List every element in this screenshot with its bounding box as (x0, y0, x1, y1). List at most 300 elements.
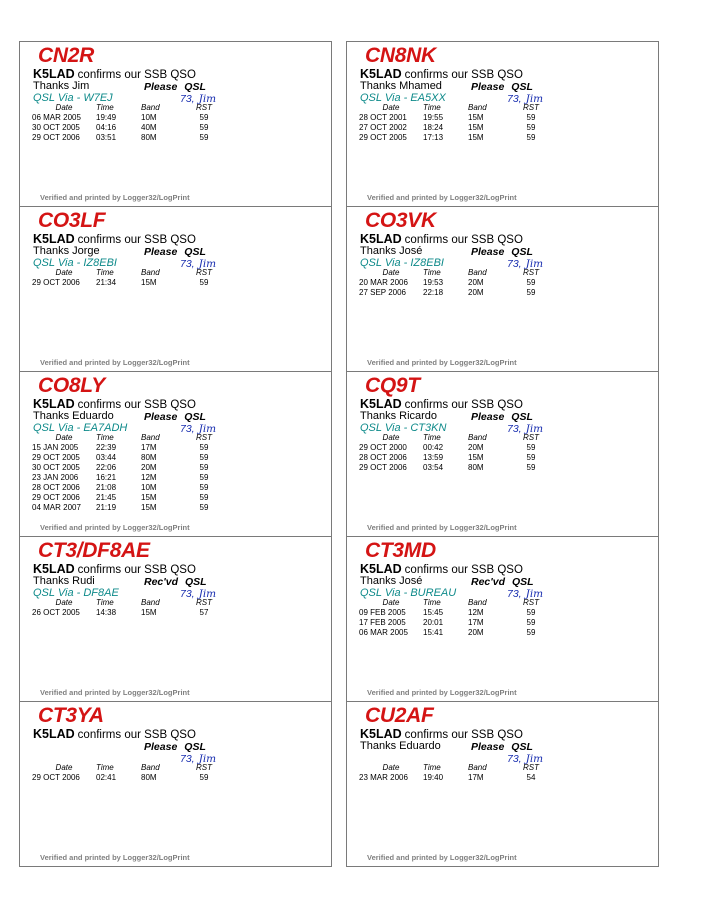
callsign: CO3VK (365, 209, 436, 232)
thanks-line: Thanks Eduardo (360, 740, 441, 752)
confirmation-line (360, 232, 523, 246)
qso-table (359, 104, 550, 143)
qsl-via: QSL Via - EA5XX (360, 92, 446, 104)
confirm-text: confirms our SSB QSO (77, 69, 196, 81)
card-footer: Verified and printed by Logger32/LogPrint (367, 853, 517, 862)
qso-rst: 59 (199, 472, 209, 482)
qsl-card-cn8nk (346, 41, 659, 207)
qsl-request-word: Please (471, 246, 505, 258)
qso-rst: 59 (199, 112, 209, 122)
col-rst-header: RST (523, 268, 539, 277)
col-date-header: Date (55, 598, 73, 607)
qso-table (359, 599, 550, 638)
signoff-prefix: 73, (180, 93, 195, 105)
qso-rst: 59 (199, 492, 209, 502)
qso-band: 80M (141, 772, 157, 782)
qso-band: 80M (141, 132, 157, 142)
signoff-name: Jim (198, 258, 217, 270)
col-date-header: Date (382, 433, 400, 442)
qso-row (359, 773, 550, 783)
qso-time: 18:24 (423, 122, 444, 132)
qso-row (32, 608, 223, 618)
qso-table (32, 269, 223, 288)
qso-row (359, 453, 550, 463)
qso-rst: 59 (199, 452, 209, 462)
station-callsign: K5LAD (33, 232, 75, 246)
qsl-request-word: Rec'vd (471, 576, 506, 588)
qso-time: 21:34 (96, 277, 117, 287)
qso-time: 15:45 (423, 607, 444, 617)
qso-rows (359, 113, 550, 143)
col-time-header: Time (96, 103, 114, 112)
qsl-request-word: Please (471, 411, 505, 423)
col-time-header: Time (96, 763, 114, 772)
qso-time: 22:18 (423, 287, 444, 297)
qso-time: 19:53 (423, 277, 444, 287)
qsl-request-word: Please (144, 411, 178, 423)
qso-table-header (32, 269, 223, 278)
qsl-word: QSL (511, 741, 533, 753)
qsl-word: QSL (511, 81, 533, 93)
qso-table-header (32, 599, 223, 608)
qso-band: 10M (141, 482, 157, 492)
qso-row (359, 123, 550, 133)
qso-date: 27 OCT 2002 (359, 122, 407, 132)
qso-row (32, 123, 223, 133)
thanks-line: Thanks Eduardo (33, 410, 114, 422)
qsl-request (471, 741, 533, 753)
qso-date: 20 MAR 2006 (359, 277, 408, 287)
qso-band: 10M (141, 112, 157, 122)
qso-table (359, 764, 550, 783)
qso-rst: 59 (526, 462, 536, 472)
qso-rows (32, 773, 223, 783)
qso-band: 20M (468, 627, 484, 637)
qso-time: 22:39 (96, 442, 117, 452)
qso-date: 17 FEB 2005 (359, 617, 406, 627)
qso-band: 20M (468, 277, 484, 287)
qsl-card-co8ly (19, 371, 332, 537)
qso-date: 28 OCT 2006 (359, 452, 407, 462)
col-rst-header: RST (523, 763, 539, 772)
qso-band: 17M (468, 617, 484, 627)
qsl-card-co3lf (19, 206, 332, 372)
col-band-header: Band (468, 763, 487, 772)
confirmation-line (360, 727, 523, 741)
qso-table (359, 269, 550, 298)
qso-date: 29 OCT 2005 (32, 452, 80, 462)
qso-table (32, 599, 223, 618)
qsl-request (144, 741, 206, 753)
signoff-prefix: 73, (507, 588, 522, 600)
signoff-prefix: 73, (507, 258, 522, 270)
qso-row (32, 113, 223, 123)
col-time-header: Time (96, 433, 114, 442)
card-footer: Verified and printed by Logger32/LogPrint (367, 193, 517, 202)
qso-rst: 59 (526, 122, 536, 132)
qso-time: 16:21 (96, 472, 117, 482)
confirmation-line (360, 67, 523, 81)
qsl-request (471, 576, 534, 588)
callsign: CO3LF (38, 209, 106, 232)
qso-band: 17M (468, 772, 484, 782)
col-band-header: Band (468, 433, 487, 442)
confirmation-line (33, 727, 196, 741)
qso-rows (32, 443, 223, 513)
station-callsign: K5LAD (33, 727, 75, 741)
qso-table-header (359, 434, 550, 443)
qso-row (359, 288, 550, 298)
qso-row (32, 773, 223, 783)
qso-table (359, 434, 550, 473)
station-callsign: K5LAD (360, 727, 402, 741)
qso-band: 15M (141, 492, 157, 502)
confirmation-line (33, 397, 196, 411)
qsl-card-ct3md (346, 536, 659, 702)
callsign: CU2AF (365, 704, 434, 727)
qso-time: 02:41 (96, 772, 117, 782)
qso-date: 23 JAN 2006 (32, 472, 79, 482)
station-callsign: K5LAD (33, 562, 75, 576)
signoff-prefix: 73, (180, 258, 195, 270)
qso-time: 21:19 (96, 502, 117, 512)
confirm-text: confirms our SSB QSO (404, 564, 523, 576)
qso-date: 15 JAN 2005 (32, 442, 79, 452)
col-time-header: Time (96, 598, 114, 607)
qsl-request (144, 411, 206, 423)
qso-band: 15M (141, 607, 157, 617)
station-callsign: K5LAD (33, 67, 75, 81)
qsl-word: QSL (184, 246, 206, 258)
qso-row (32, 443, 223, 453)
col-band-header: Band (468, 103, 487, 112)
qso-row (359, 113, 550, 123)
qsl-request (144, 246, 206, 258)
qso-rst: 59 (526, 452, 536, 462)
col-date-header: Date (382, 103, 400, 112)
qso-date: 06 MAR 2005 (32, 112, 81, 122)
confirm-text: confirms our SSB QSO (77, 399, 196, 411)
signoff-name: Jim (525, 258, 544, 270)
signoff-name: Jim (198, 93, 217, 105)
qso-row (32, 278, 223, 288)
thanks-line: Thanks Jorge (33, 245, 100, 257)
qsl-via: QSL Via - BUREAU (360, 587, 457, 599)
qso-row (32, 453, 223, 463)
qso-band: 15M (468, 122, 484, 132)
qso-time: 19:40 (423, 772, 444, 782)
qso-date: 06 MAR 2005 (359, 627, 408, 637)
card-footer: Verified and printed by Logger32/LogPrint (367, 358, 517, 367)
card-footer: Verified and printed by Logger32/LogPrint (367, 523, 517, 532)
thanks-line: Thanks Mhamed (360, 80, 442, 92)
col-date-header: Date (382, 268, 400, 277)
qso-time: 20:01 (423, 617, 444, 627)
qso-row (359, 463, 550, 473)
qso-row (359, 608, 550, 618)
callsign: CT3MD (365, 539, 436, 562)
col-date-header: Date (382, 598, 400, 607)
confirmation-line (360, 562, 523, 576)
signoff-name: Jim (198, 588, 217, 600)
thanks-line: Thanks José (360, 575, 423, 587)
qsl-word: QSL (184, 81, 206, 93)
confirm-text: confirms our SSB QSO (77, 564, 196, 576)
qso-date: 29 OCT 2006 (32, 132, 80, 142)
qso-row (359, 278, 550, 288)
card-footer: Verified and printed by Logger32/LogPrint (40, 523, 190, 532)
qso-date: 29 OCT 2006 (32, 772, 80, 782)
qsl-via: QSL Via - W7EJ (33, 92, 113, 104)
qso-row (32, 493, 223, 503)
confirm-text: confirms our SSB QSO (77, 234, 196, 246)
qso-date: 28 OCT 2001 (359, 112, 407, 122)
signoff-name: Jim (525, 423, 544, 435)
col-rst-header: RST (196, 433, 212, 442)
col-rst-header: RST (523, 103, 539, 112)
qso-time: 03:44 (96, 452, 117, 462)
signoff-name: Jim (525, 93, 544, 105)
qso-date: 28 OCT 2006 (32, 482, 80, 492)
station-callsign: K5LAD (360, 67, 402, 81)
qso-band: 15M (141, 277, 157, 287)
confirm-text: confirms our SSB QSO (404, 234, 523, 246)
qso-rst: 59 (199, 482, 209, 492)
signoff-name: Jim (198, 423, 217, 435)
qso-table-header (359, 269, 550, 278)
col-band-header: Band (468, 598, 487, 607)
qso-band: 15M (468, 112, 484, 122)
col-time-header: Time (423, 103, 441, 112)
qso-date: 04 MAR 2007 (32, 502, 81, 512)
col-time-header: Time (96, 268, 114, 277)
thanks-line: Thanks Ricardo (360, 410, 438, 422)
qsl-request-word: Please (144, 246, 178, 258)
qso-rst: 59 (199, 122, 209, 132)
qsl-card-ct3ya (19, 701, 332, 867)
qso-date: 27 SEP 2006 (359, 287, 407, 297)
qso-row (359, 628, 550, 638)
qso-table-header (359, 764, 550, 773)
qso-date: 26 OCT 2005 (32, 607, 80, 617)
qsl-request (471, 411, 533, 423)
qsl-word: QSL (511, 411, 533, 423)
col-band-header: Band (468, 268, 487, 277)
confirm-text: confirms our SSB QSO (404, 69, 523, 81)
qso-date: 30 OCT 2005 (32, 462, 80, 472)
col-band-header: Band (141, 268, 160, 277)
qso-rst: 59 (199, 132, 209, 142)
qsl-request (471, 81, 533, 93)
qso-rst: 59 (199, 442, 209, 452)
qsl-word: QSL (512, 576, 534, 588)
qso-row (32, 483, 223, 493)
qso-time: 19:55 (423, 112, 444, 122)
qso-band: 20M (468, 442, 484, 452)
qso-band: 15M (468, 452, 484, 462)
qsl-request (471, 246, 533, 258)
qso-row (32, 503, 223, 513)
callsign: CN8NK (365, 44, 436, 67)
qso-table (32, 764, 223, 783)
qso-date: 29 OCT 2006 (32, 492, 80, 502)
qso-table-header (359, 104, 550, 113)
qso-time: 14:38 (96, 607, 117, 617)
qso-row (32, 133, 223, 143)
station-callsign: K5LAD (360, 397, 402, 411)
qso-date: 09 FEB 2005 (359, 607, 406, 617)
qso-rows (32, 113, 223, 143)
qsl-card-cq9t (346, 371, 659, 537)
station-callsign: K5LAD (33, 397, 75, 411)
col-time-header: Time (423, 433, 441, 442)
signoff-prefix: 73, (180, 423, 195, 435)
card-footer: Verified and printed by Logger32/LogPrint (40, 853, 190, 862)
qso-time: 00:42 (423, 442, 444, 452)
card-footer: Verified and printed by Logger32/LogPrint (40, 193, 190, 202)
qso-time: 03:54 (423, 462, 444, 472)
signoff-prefix: 73, (180, 753, 195, 765)
qso-rst: 59 (526, 442, 536, 452)
col-time-header: Time (423, 763, 441, 772)
qso-rows (32, 278, 223, 288)
qso-date: 29 OCT 2000 (359, 442, 407, 452)
qsl-word: QSL (511, 246, 533, 258)
qso-row (32, 463, 223, 473)
col-time-header: Time (423, 598, 441, 607)
qso-band: 17M (141, 442, 157, 452)
col-band-header: Band (141, 598, 160, 607)
qso-row (359, 443, 550, 453)
qso-row (359, 618, 550, 628)
callsign: CO8LY (38, 374, 105, 397)
qso-band: 15M (141, 502, 157, 512)
callsign: CN2R (38, 44, 94, 67)
col-band-header: Band (141, 763, 160, 772)
qso-band: 12M (468, 607, 484, 617)
thanks-line: Thanks Jim (33, 80, 90, 92)
thanks-line: Thanks Rudi (33, 575, 95, 587)
qso-time: 21:45 (96, 492, 117, 502)
signoff-prefix: 73, (180, 588, 195, 600)
qso-time: 22:06 (96, 462, 117, 472)
qso-time: 03:51 (96, 132, 117, 142)
qso-time: 21:08 (96, 482, 117, 492)
qso-rows (359, 278, 550, 298)
qso-band: 40M (141, 122, 157, 132)
col-time-header: Time (423, 268, 441, 277)
qso-time: 13:59 (423, 452, 444, 462)
col-rst-header: RST (196, 763, 212, 772)
col-band-header: Band (141, 103, 160, 112)
confirm-text: confirms our SSB QSO (404, 399, 523, 411)
qsl-via: QSL Via - IZ8EBI (33, 257, 117, 269)
qso-rows (359, 608, 550, 638)
qso-date: 23 MAR 2006 (359, 772, 408, 782)
card-footer: Verified and printed by Logger32/LogPrint (40, 358, 190, 367)
qsl-card-cn2r (19, 41, 332, 207)
qso-time: 15:41 (423, 627, 444, 637)
col-band-header: Band (141, 433, 160, 442)
qso-rows (32, 608, 223, 618)
qsl-request (144, 81, 206, 93)
qso-rows (359, 443, 550, 473)
qso-rst: 59 (526, 112, 536, 122)
qso-row (359, 133, 550, 143)
qsl-request-word: Please (144, 81, 178, 93)
qso-band: 12M (141, 472, 157, 482)
qso-band: 80M (141, 452, 157, 462)
qsl-via: QSL Via - DF8AE (33, 587, 119, 599)
confirmation-line (360, 397, 523, 411)
qsl-word: QSL (184, 411, 206, 423)
qso-time: 19:49 (96, 112, 117, 122)
qso-table (32, 434, 223, 513)
qsl-card-cu2af (346, 701, 659, 867)
qso-table-header (32, 434, 223, 443)
confirm-text: confirms our SSB QSO (77, 729, 196, 741)
qso-time: 04:16 (96, 122, 117, 132)
col-date-header: Date (55, 268, 73, 277)
qso-rst: 59 (199, 462, 209, 472)
signoff-prefix: 73, (507, 753, 522, 765)
qso-rst: 59 (199, 277, 209, 287)
qso-rst: 59 (526, 617, 536, 627)
qso-rows (359, 773, 550, 783)
callsign: CT3YA (38, 704, 104, 727)
qso-date: 30 OCT 2005 (32, 122, 80, 132)
qsl-via: QSL Via - CT3KN (360, 422, 447, 434)
station-callsign: K5LAD (360, 562, 402, 576)
qsl-request-word: Please (471, 81, 505, 93)
qso-row (32, 473, 223, 483)
qsl-word: QSL (184, 741, 206, 753)
confirmation-line (33, 67, 196, 81)
qsl-card-co3vk (346, 206, 659, 372)
qso-rst: 59 (526, 627, 536, 637)
card-footer: Verified and printed by Logger32/LogPrint (40, 688, 190, 697)
qso-rst: 59 (199, 772, 209, 782)
confirmation-line (33, 562, 196, 576)
col-date-header: Date (382, 763, 400, 772)
col-date-header: Date (55, 763, 73, 772)
qso-table-header (359, 599, 550, 608)
qso-rst: 59 (199, 502, 209, 512)
qso-band: 20M (141, 462, 157, 472)
callsign: CT3/DF8AE (38, 539, 150, 562)
col-rst-header: RST (523, 433, 539, 442)
qso-table-header (32, 764, 223, 773)
qso-rst: 59 (526, 132, 536, 142)
qso-band: 15M (468, 132, 484, 142)
qso-rst: 59 (526, 287, 536, 297)
station-callsign: K5LAD (360, 232, 402, 246)
signoff-name: Jim (525, 753, 544, 765)
qso-rst: 57 (199, 607, 209, 617)
col-date-header: Date (55, 433, 73, 442)
qso-band: 80M (468, 462, 484, 472)
qso-rst: 59 (526, 277, 536, 287)
qsl-request-word: Rec'vd (144, 576, 179, 588)
qso-rst: 59 (526, 607, 536, 617)
qso-table (32, 104, 223, 143)
col-rst-header: RST (196, 268, 212, 277)
qsl-via: QSL Via - EA7ADH (33, 422, 128, 434)
signoff-name: Jim (525, 588, 544, 600)
qso-date: 29 OCT 2006 (32, 277, 80, 287)
signoff-name: Jim (198, 753, 217, 765)
col-date-header: Date (55, 103, 73, 112)
